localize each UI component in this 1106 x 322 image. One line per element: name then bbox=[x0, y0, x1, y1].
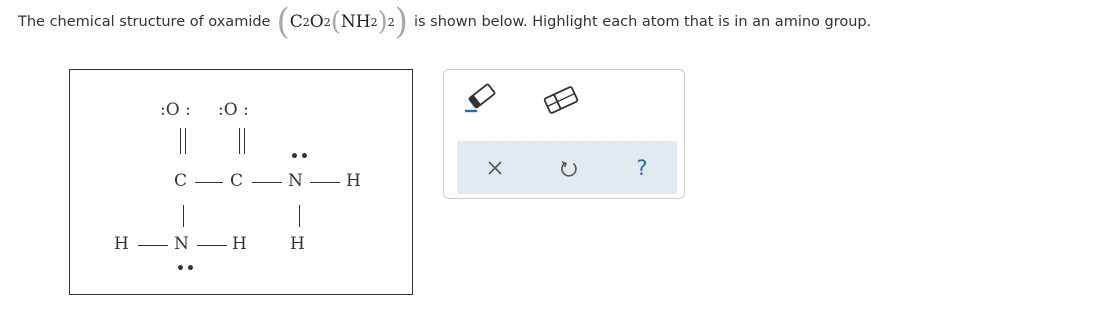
formula-nh: NH bbox=[340, 12, 371, 32]
undo-icon bbox=[559, 158, 579, 178]
atom-hydrogen-left-right[interactable]: H bbox=[232, 234, 247, 254]
double-bond-left-a bbox=[180, 128, 181, 154]
atom-oxygen-right[interactable]: :O : bbox=[218, 100, 249, 120]
formula-o-subscript: 2 bbox=[323, 15, 331, 29]
molecule-canvas[interactable] bbox=[69, 69, 413, 295]
formula-open-paren: ( bbox=[276, 1, 290, 44]
bond-h-n-left bbox=[138, 245, 168, 246]
eraser-tool-icon bbox=[463, 80, 501, 116]
formula-o: O bbox=[309, 12, 324, 32]
bond-c-n-left bbox=[183, 205, 184, 227]
prompt-text-before: The chemical structure of oxamide bbox=[18, 14, 271, 30]
bond-n-h-left-right bbox=[197, 245, 227, 246]
atom-hydrogen-right-down[interactable]: H bbox=[290, 234, 305, 254]
formula-close-paren: ) bbox=[394, 1, 408, 44]
atom-oxygen-left[interactable]: :O : bbox=[160, 100, 191, 120]
formula-h-subscript: 2 bbox=[370, 15, 378, 29]
lone-pair-n-left: •• bbox=[176, 261, 196, 277]
bond-n-h-right bbox=[310, 182, 340, 183]
bond-c-c bbox=[195, 182, 223, 183]
atom-hydrogen-left[interactable]: H bbox=[114, 234, 129, 254]
atom-carbon-right[interactable]: C bbox=[230, 171, 244, 191]
formula-c: C bbox=[289, 12, 303, 32]
eraser-tool[interactable] bbox=[541, 82, 581, 118]
formula-inner-open-paren: ( bbox=[330, 7, 341, 37]
help-button[interactable] bbox=[612, 141, 672, 194]
atom-carbon-left[interactable]: C bbox=[174, 171, 188, 191]
close-icon bbox=[487, 160, 503, 176]
bond-n-h-down bbox=[299, 205, 300, 227]
eraser-outline-icon bbox=[541, 83, 581, 117]
clear-button[interactable] bbox=[465, 141, 525, 194]
formula-c-subscript: 2 bbox=[302, 15, 310, 29]
double-bond-right-b bbox=[244, 128, 245, 154]
bond-c-n-right bbox=[252, 182, 282, 183]
atom-nitrogen-left[interactable]: N bbox=[174, 234, 189, 254]
help-icon: ? bbox=[636, 155, 648, 180]
lone-pair-n-right: •• bbox=[290, 149, 310, 165]
formula-group-subscript: 2 bbox=[387, 15, 395, 29]
atom-nitrogen-right[interactable]: N bbox=[288, 171, 303, 191]
double-bond-right-a bbox=[239, 128, 240, 154]
prompt-text-after: is shown below. Highlight each atom that is in an amino group. bbox=[413, 14, 872, 30]
question-prompt bbox=[18, 0, 1098, 44]
formula-inner-close-paren: ) bbox=[377, 7, 388, 37]
highlight-tool[interactable] bbox=[462, 80, 502, 116]
highlight-toolbox bbox=[443, 69, 685, 199]
atom-hydrogen-right[interactable]: H bbox=[346, 171, 361, 191]
double-bond-left-b bbox=[185, 128, 186, 154]
undo-button[interactable] bbox=[539, 141, 599, 194]
toolbox-action-bar bbox=[457, 141, 677, 194]
oxamide-formula bbox=[276, 1, 408, 44]
